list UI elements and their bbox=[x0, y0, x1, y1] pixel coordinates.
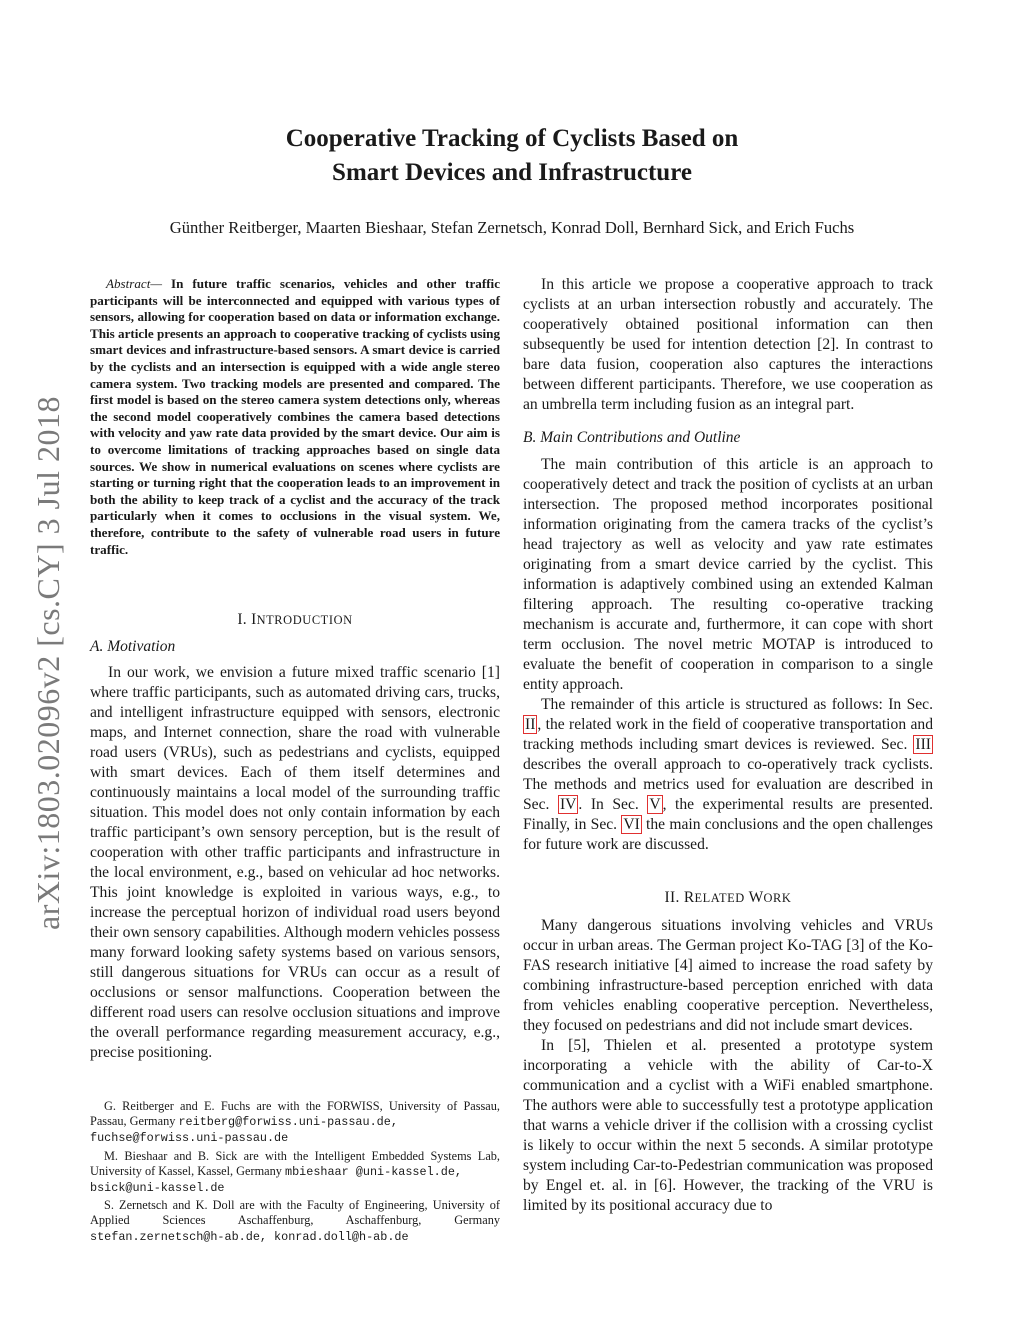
subsection-heading-motivation: A. Motivation bbox=[90, 638, 176, 655]
footnote-2: M. Bieshaar and B. Sick are with the Intelligent Embedded Systems Lab, University of Kassel, Kassel, Germany mbieshaar @uni-kassel.de, bsick@uni-kassel.de bbox=[90, 1148, 500, 1196]
section-ref-link[interactable]: VI bbox=[623, 816, 640, 833]
contributions-paragraph: The main contribution of this article is an approach to cooperatively detect and track the position of cyclists at an urban intersection. The proposed method incorporates positional information originating from the camera tracks of the cyclist’s head trajectory as well as velocity and yaw rate estimates originating from a smart device carried by the cyclist. This information is adaptively combined using an extended Kalman filtering approach. The resulting co-operative tracking mechanism is accurate and, furthermore, it can cope with short term occlusion. The novel metric MOTAP is introduced to evaluate the benefit of cooperation in comparison to a single entity approach. bbox=[523, 456, 933, 693]
contributions-body bbox=[523, 455, 933, 855]
related-work-body bbox=[523, 916, 933, 1216]
subsection-heading-contributions: B. Main Contributions and Outline bbox=[523, 429, 741, 446]
intro-continuation bbox=[523, 275, 933, 415]
related-work-paragraph-1: Many dangerous situations involving vehicles and VRUs occur in urban areas. The German project Ko-TAG [3] of the Ko-FAS research initiative [4] aimed to increase the road safety by combining infrastructure-based perception enriched with data from vehicles enabling cooperative perception. Nevertheless, they focused on pedestrians and did not include smart devices. bbox=[523, 917, 933, 1034]
paper-title bbox=[180, 122, 844, 190]
section-heading-related-work: II. RELATED WORK bbox=[664, 889, 792, 906]
title-line-1: Cooperative Tracking of Cyclists Based on bbox=[285, 125, 739, 152]
arxiv-identifier: arXiv:1803.02096v2 [cs.CY] 3 Jul 2018 bbox=[30, 395, 66, 930]
section-ref-link[interactable]: III bbox=[915, 736, 931, 753]
abstract-lead: Abstract— bbox=[106, 276, 163, 291]
section-ref-link[interactable]: II bbox=[525, 716, 536, 733]
section-ref-link[interactable]: V bbox=[649, 796, 661, 813]
intro-paragraph: In this article we propose a cooperative approach to track cyclists at an urban intersection robustly and accurately. The cooperatively obtained positional information can then subsequently be used for intention detection [2]. In contrast to bare data fusion, cooperation also captures the interactions between different participants. Therefore, we use cooperation as an umbrella term including fusion as an integral part. bbox=[523, 276, 933, 413]
motivation-paragraph: In our work, we envision a future mixed traffic scenario [1] where traffic participants, such as automated driving cars, trucks, and intelligent infrastructure equipped with sensors, electronic maps, and Internet connection, share the road with vulnerable road users (VRUs), such as pedestrians and cyclists, equipped with smart devices. Each of them itself determines and continuously maintains a local model of the surrounding traffic situation. This model does not only contain information by each traffic participant’s own sensory perception, but is the result of cooperation with other traffic participants and infrastructure in the local environment, e.g., based on vehicular ad hoc networks. This joint knowledge is exploited in various ways, e.g., to increase the perceptual horizon of individual road users beyond their own sensory capabilities. Although modern vehicles possess many forward looking safety systems based on various sensors, still dangerous situations for VRUs can occur as a result of occlusions or sensor malfunctions. Cooperation between the different road users can resolve occlusion situations and improve the overall performance regarding measurement accuracy, e.g., precise positioning. bbox=[90, 664, 500, 1061]
footnote-3: S. Zernetsch and K. Doll are with the Faculty of Engineering, University of Applied Sciences Aschaffenburg, Aschaffenburg, Germany stefan.zernetsch@h-ab.de, konrad.doll@h-ab.de bbox=[90, 1198, 500, 1244]
author-list: Günther Reitberger, Maarten Bieshaar, Stefan Zernetsch, Konrad Doll, Bernhard Sick, and Erich Fuchs bbox=[169, 218, 855, 237]
section-heading-introduction: I. INTRODUCTION bbox=[237, 611, 353, 628]
footnote-1: G. Reitberger and E. Fuchs are with the FORWISS, University of Passau, Passau, Germany reitberg@forwiss.uni-passau.de, fuchse@forwiss.uni-passau.de bbox=[90, 1099, 500, 1146]
outline-paragraph: The remainder of this article is structured as follows: In Sec. II , the related work in the field of cooperative transportation and tracking methods including smart devices is reviewed. Sec. III describes the overall approach to co-operatively track cyclists. The methods and metrics used for evaluation are described in Sec. IV . In Sec. V , the experimental results are presented. Finally, in Sec. VI the main conclusions and the open challenges for future work are discussed. bbox=[523, 696, 934, 853]
title-line-2: Smart Devices and Infrastructure bbox=[332, 159, 692, 186]
abstract-text: In future traffic scenarios, vehicles and other traffic participants will be interconnected and equipped with various types of sensors, allowing for cooperation based on data or information exchange. This article presents an approach to cooperative tracking of cyclists using smart devices and infrastructure-based sensors. A smart device is carried by the cyclists and an intersection is equipped with a wide angle stereo camera system. Two tracking models are presented and compared. The first model is based on the stereo camera system detections only, whereas the second model cooperatively combines the camera based detections with velocity and yaw rate data provided by the smart device. Our aim is to overcome limitations of tracking approaches based on single data sources. We show in numerical evaluations on scenes where cyclists are starting or turning right that the cooperation leads to an improvement in both the ability to keep track of a cyclist and the accuracy of the track particularly when it comes to occlusions in the visual system. We, therefore, contribute to the safety of vulnerable road users in future traffic. bbox=[90, 276, 500, 557]
abstract bbox=[90, 276, 500, 558]
section-ref-link[interactable]: IV bbox=[559, 796, 577, 813]
related-work-paragraph-2: In [5], Thielen et al. presented a prototype system incorporating a vehicle with the ability of Car-to-X communication and a cyclist with a WiFi enabled smartphone. The authors were able to successfully test a prototype application that warns a vehicle driver if the collision with a crossing cyclist is likely to occur within the next 5 seconds. A similar prototype system including Car-to-Pedestrian communication was proposed by Engel et. al. in [6]. However, the tracking of the VRU is limited by its positional accuracy due to bbox=[523, 1037, 933, 1214]
author-footnotes bbox=[90, 1099, 500, 1247]
motivation-body bbox=[90, 663, 500, 1063]
